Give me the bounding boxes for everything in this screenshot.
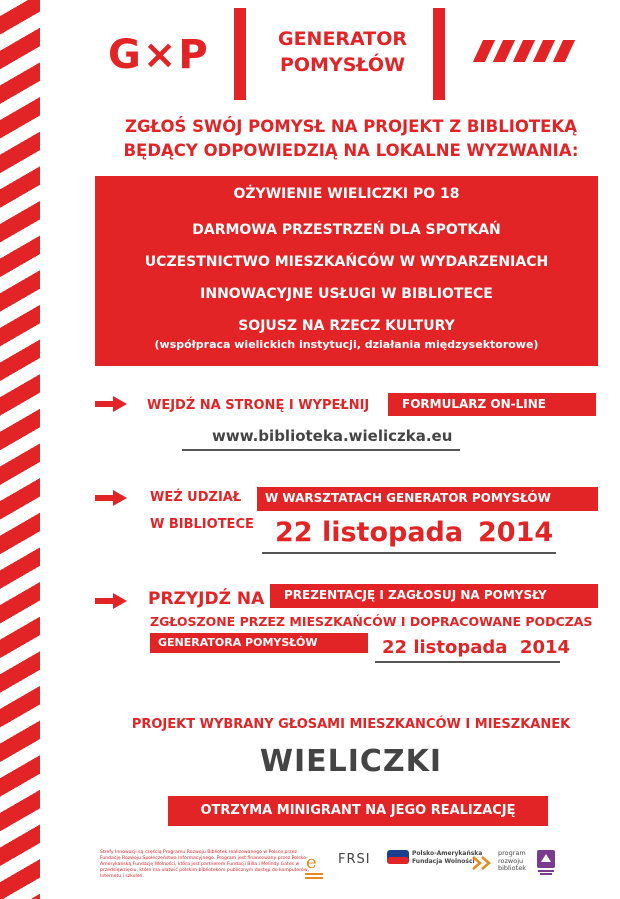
challenge-item: INNOWACYJNE USŁUGI W BIBLIOTECE <box>200 286 493 302</box>
arrow-right-icon <box>95 396 127 412</box>
slash-decoration <box>478 40 578 66</box>
eagle-icon <box>387 850 409 864</box>
headline-line2: BĘDĄCY ODPOWIEDZIĄ NA LOKALNE WYZWANIA: <box>123 141 579 160</box>
pafw-logo-line1: Polsko-Amerykańska <box>412 850 483 857</box>
header-title-line2: POMYSŁÓW <box>279 54 406 76</box>
header-title <box>275 26 410 78</box>
headline-line1: ZGŁOŚ SWÓJ POMYSŁ NA PROJEKT Z BIBLIOTEKĄ <box>125 117 577 136</box>
step3-generator-chip: GENERATORA POMYSŁÓW <box>150 633 368 653</box>
step1-form-chip: FORMULARZ ON-LINE <box>388 393 596 416</box>
step3-label: PRZYJDŹ NA <box>148 589 265 609</box>
step3-presentation-chip: PREZENTACJĘ I ZAGŁOSUJ NA POMYSŁY <box>270 584 598 608</box>
innovation-zone-icon <box>537 850 555 876</box>
e-logo-icon <box>303 850 325 884</box>
url-underline <box>182 449 460 451</box>
step2-workshop-chip: W WARSZTATACH GENERATOR POMYSŁÓW <box>257 487 598 511</box>
header-divider-right <box>433 8 445 100</box>
challenge-item: UCZESTNICTWO MIESZKAŃCÓW W WYDARZENIACH <box>144 254 549 270</box>
prb-logo-line3: bibliotek <box>498 864 526 872</box>
left-stripe-border <box>0 0 40 899</box>
gxp-logo: G×P <box>108 32 210 78</box>
prb-logo <box>498 850 526 873</box>
minigrant-box: OTRZYMA MINIGRANT NA JEGO REALIZACJĘ <box>168 796 548 826</box>
city-name: WIELICZKI <box>259 744 443 779</box>
headline <box>96 115 606 163</box>
challenge-subtext: (współpraca wielickich instytucji, działania międzysektorowe) <box>154 338 539 351</box>
step3-date: 22 listopada 2014 <box>382 637 571 658</box>
website-url[interactable]: www.biblioteka.wieliczka.eu <box>212 427 453 445</box>
frsi-logo: FRSI <box>338 852 371 867</box>
prb-logo-line1: program <box>498 849 526 857</box>
challenges-box <box>95 176 598 366</box>
svg-text:e: e <box>306 852 317 873</box>
header-divider-left <box>234 8 246 100</box>
challenge-item: OŻYWIENIE WIELICZKI PO 18 <box>233 186 460 202</box>
arrow-right-icon <box>95 490 127 506</box>
step1-label: WEJDŹ NA STRONĘ I WYPEŁNIJ <box>147 398 370 413</box>
closing-line: PROJEKT WYBRANY GŁOSAMI MIESZKANCÓW I MIESZKANEK <box>131 717 571 732</box>
arrow-right-icon <box>95 593 127 609</box>
step2-label-library: W BIBLIOTECE <box>150 517 254 532</box>
step2-date-day: 22 listopada <box>275 517 464 548</box>
step2-label: WEŹ UDZIAŁ <box>150 490 242 505</box>
header-title-line1: GENERATOR <box>277 28 408 50</box>
chevrons-icon <box>472 856 494 870</box>
challenge-item: DARMOWA PRZESTRZEŃ DLA SPOTKAŃ <box>192 222 501 238</box>
prb-logo-line2: rozwoju <box>498 856 524 865</box>
challenge-item: SOJUSZ NA RZECZ KULTURY <box>238 318 455 334</box>
pafw-logo-line2: Fundacja Wolności <box>412 858 475 865</box>
footer-text: Strefy Innowacji są częścią Programu Rozwoju Bibliotek realizowanego w Polsce przez Fundację Rozwoju Społeczeństwa Informacyjnego. Program jest finansowany przez Polsko-Amerykańską Fundację Wolności, która jest partnerem Fundacji Billa i Melindy Gates w przedsięwzięciu, które ma ułatwić polskim bibliotekom publicznym dostęp do komputerów, Internetu i szkoleń. <box>100 850 310 879</box>
step2-date-year: 2014 <box>478 517 554 548</box>
step3-date-underline <box>375 661 560 663</box>
date-underline <box>262 552 556 554</box>
step3-line2: ZGŁOSZONE PRZEZ MIESZKAŃCÓW I DOPRACOWANE PODCZAS <box>150 614 593 629</box>
